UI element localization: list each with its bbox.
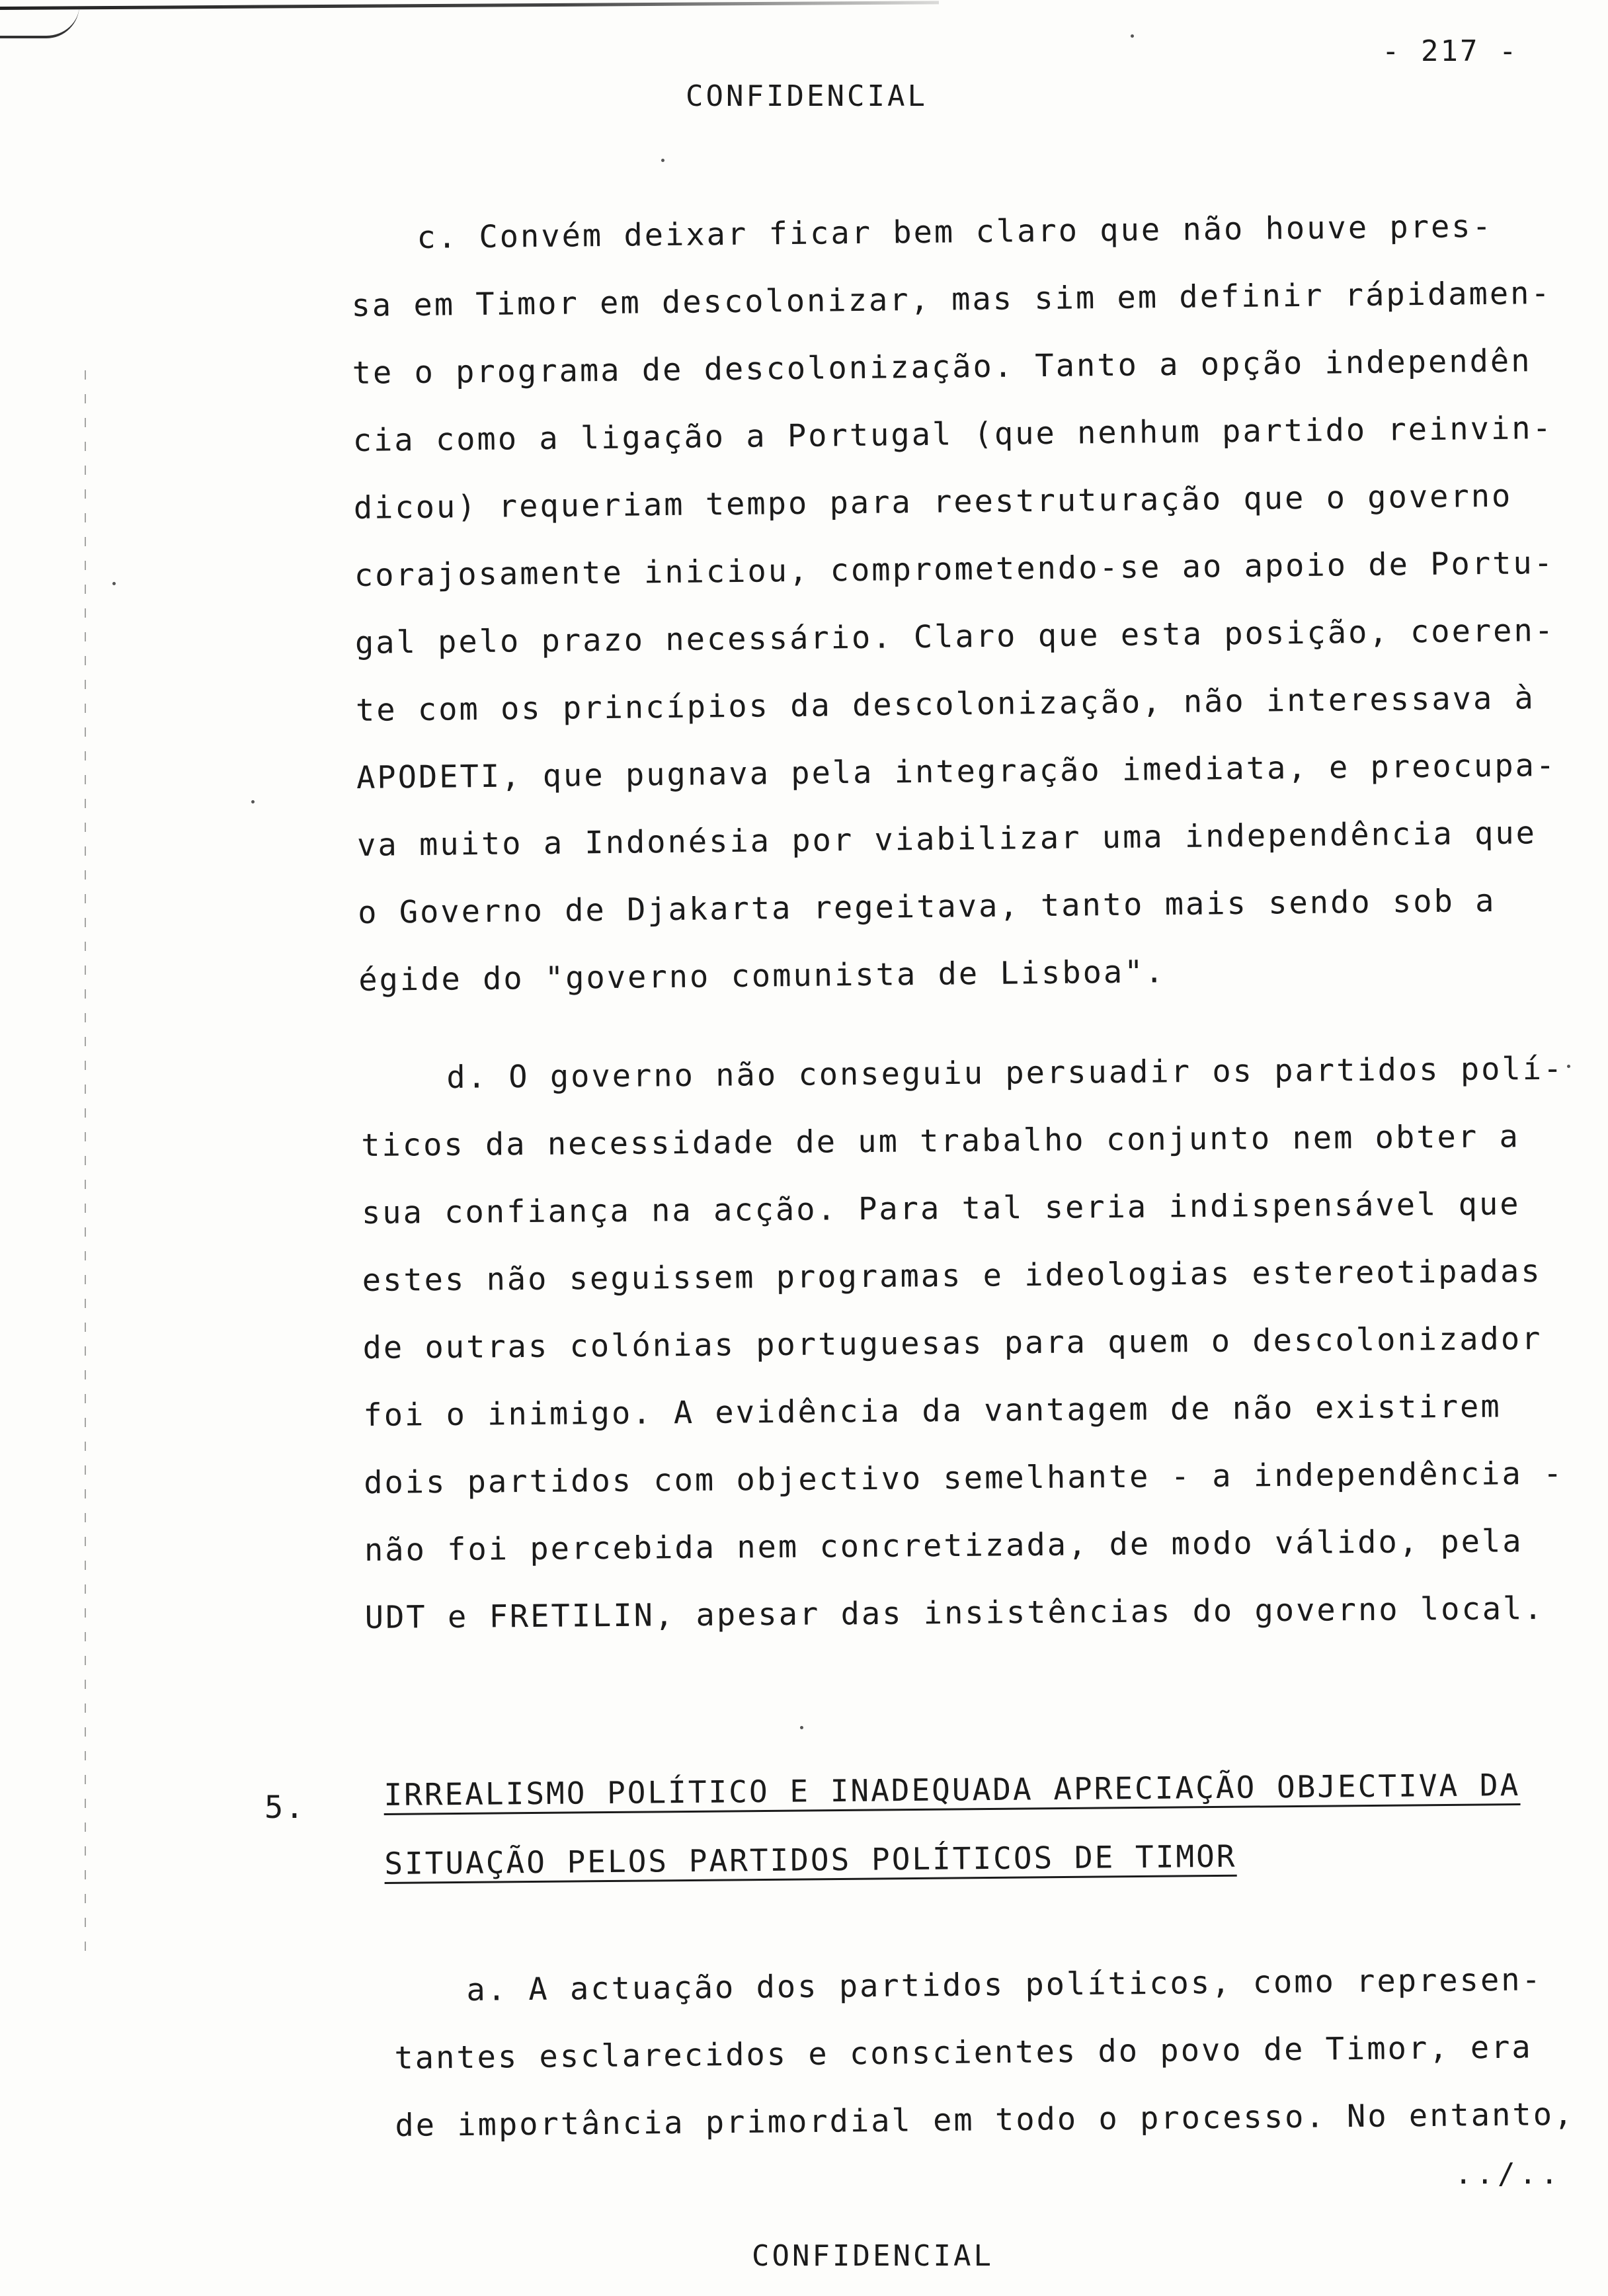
paragraph-c (350, 192, 1608, 1014)
header-classification: CONFIDENCIAL (686, 79, 928, 113)
paragraph-line: cia como a ligação a Portugal (que nenhum partido reinvin- (352, 409, 1554, 459)
paragraph-line: te o programa de descolonização. Tanto a opção independên (352, 343, 1532, 391)
paragraph-line: gal pelo prazo necessário. Claro que esta posição, coeren- (354, 612, 1556, 661)
paragraph-line: UDT e FRETILIN, apesar das insistências do governo local. (364, 1590, 1545, 1636)
paragraph-line: d. O governo não conseguiu persuadir os partidos polí- (446, 1050, 1564, 1096)
scan-edge-line (0, 1, 939, 10)
paragraph-line: égide do "governo comunista de Lisboa". (358, 954, 1166, 999)
paragraph-line: c. Convém deixar ficar bem claro que não houve pres- (417, 208, 1494, 256)
paragraph-line: não foi percebida nem concretizada, de modo válido, pela (364, 1523, 1523, 1569)
paragraph-line: dois partidos com objectivo semelhante - a independência - (363, 1455, 1564, 1501)
section-title-line: IRREALISMO POLÍTICO E INADEQUADA APRECIAÇÃO OBJECTIVA DA (383, 1766, 1521, 1813)
paragraph-line: foi o inimigo. A evidência da vantagem de não existirem (363, 1388, 1502, 1434)
paragraph-line: dicou) requeriam tempo para reestruturação que o governo (353, 477, 1513, 526)
paragraph-d (360, 1035, 1608, 1652)
speck (800, 1726, 803, 1729)
section-number: 5. (264, 1789, 306, 1826)
paragraph-line: corajosamente iniciou, comprometendo-se ao apoio de Portu- (354, 544, 1555, 594)
scan-edge-curl (0, 5, 79, 38)
speck (661, 159, 664, 162)
paragraph-line: de importância primordial em todo o processo. No entanto, (395, 2096, 1575, 2144)
speck (1131, 34, 1134, 38)
paragraph-a (393, 1946, 1608, 2160)
paragraph-line: sa em Timor em descolonizar, mas sim em definir rápidamen- (351, 274, 1552, 324)
paragraph-line: APODETI, que pugnava pela integração imediata, e preocupa- (356, 747, 1557, 796)
paragraph-line: o Governo de Djakarta regeitava, tanto mais sendo sob a (357, 882, 1496, 931)
paragraph-line: a. A actuação dos partidos políticos, como represen- (466, 1961, 1543, 2008)
paragraph-line: tantes esclarecidos e conscientes do povo de Timor, era (394, 2029, 1533, 2076)
footer-classification: CONFIDENCIAL (752, 2239, 994, 2273)
speck (251, 800, 255, 803)
paragraph-line: te com os princípios da descolonização, não interessava à (355, 680, 1536, 729)
continuation-mark: ../.. (1455, 2157, 1562, 2191)
paragraph-line: va muito a Indonésia por viabilizar uma independência que (356, 815, 1537, 864)
paragraph-line: estes não seguissem programas e ideologias estereotipadas (362, 1252, 1542, 1299)
margin-binding-marks (85, 370, 86, 1957)
paragraph-line: ticos da necessidade de um trabalho conjunto nem obter a (360, 1118, 1520, 1164)
section-title (383, 1750, 1522, 1898)
page-number: - 217 - (1382, 34, 1519, 68)
speck (112, 582, 116, 585)
paragraph-line: sua confiança na acção. Para tal seria indispensável que (361, 1186, 1521, 1231)
section-title-line: SITUAÇÃO PELOS PARTIDOS POLÍTICOS DE TIMOR (384, 1838, 1237, 1881)
paragraph-line: de outras colónias portuguesas para quem o descolonizador (362, 1320, 1543, 1366)
